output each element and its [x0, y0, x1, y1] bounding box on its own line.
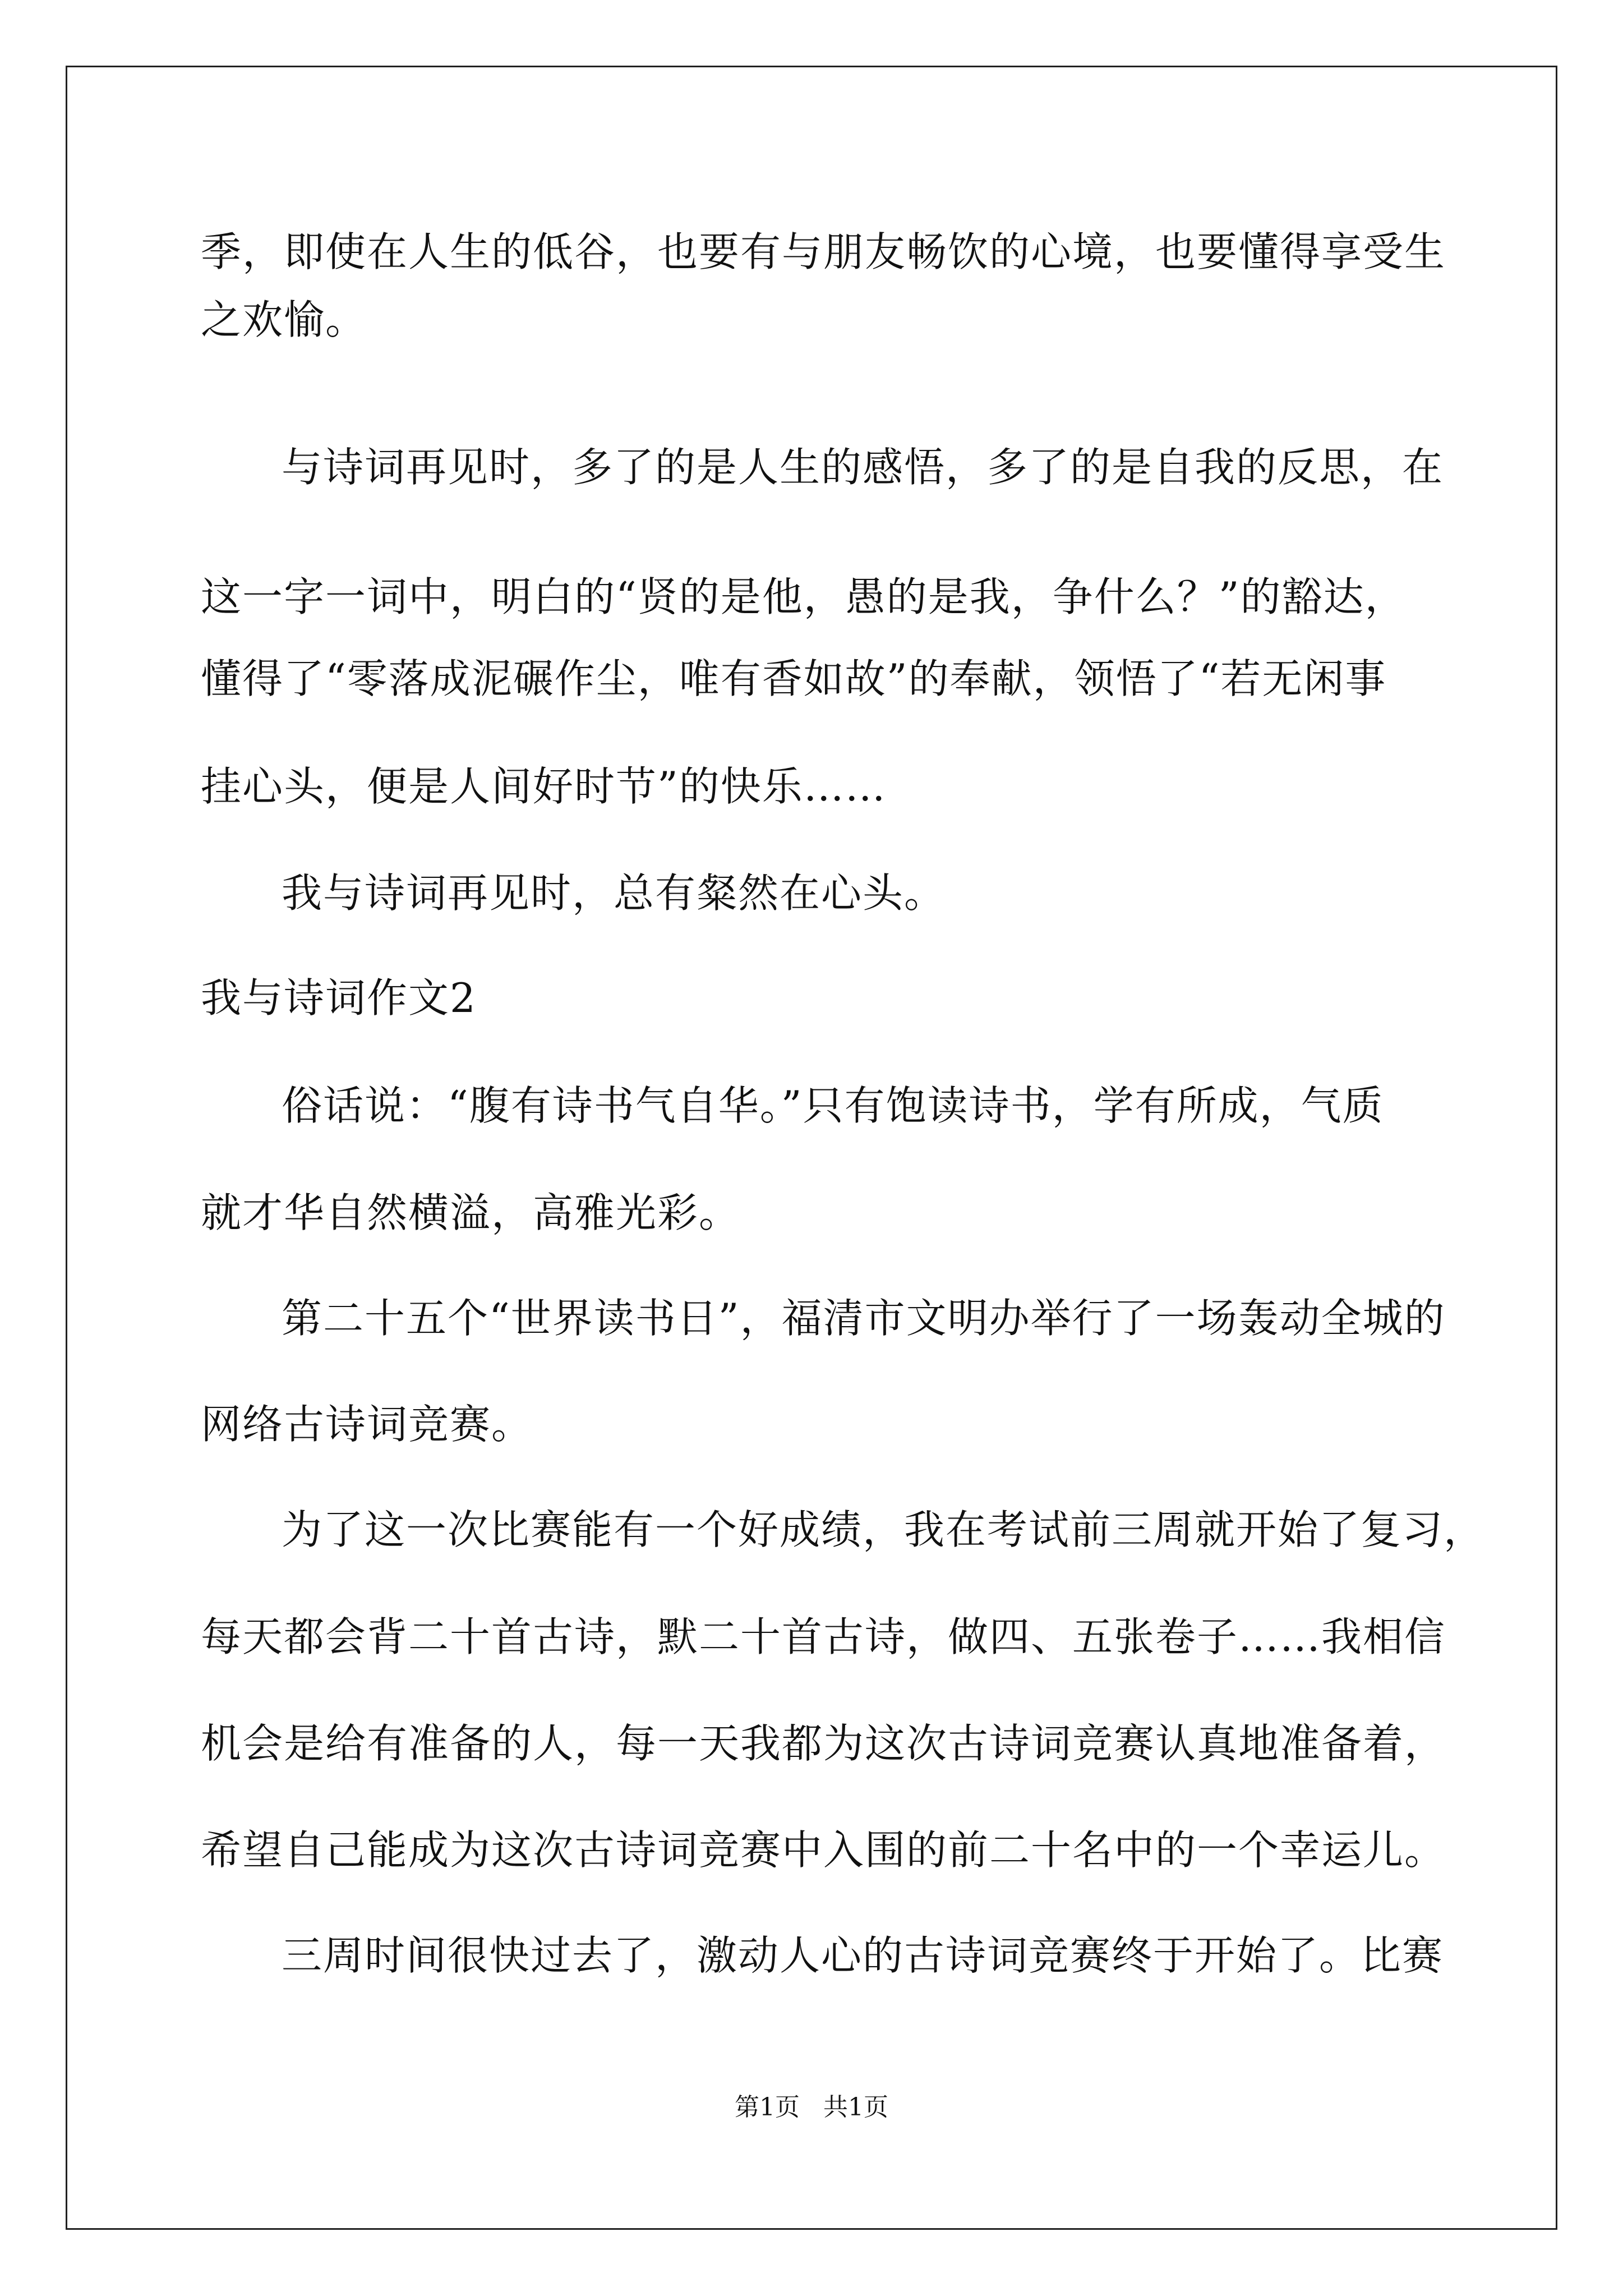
page-footer — [0, 2095, 1623, 2120]
paragraph-first-line: 俗话说：“腹有诗书气自华。”只有饱读诗书，学有所成，气质 — [282, 1082, 1384, 1129]
body-text-line: 挂心头，便是人间好时节”的快乐…… — [201, 763, 887, 810]
body-text-line: 懂得了“零落成泥碾作尘，唯有香如故”的奉献，领悟了“若无闲事 — [201, 655, 1387, 702]
body-text-line: 网络古诗词竞赛。 — [201, 1401, 533, 1448]
total-pages: 共1页 — [823, 2093, 888, 2122]
body-text-line: 之欢愉。 — [201, 296, 367, 343]
body-text-line: 这一字一词中，明白的“贤的是他，愚的是我，争什么？”的豁达， — [201, 573, 1407, 620]
body-text-line: 就才华自然横溢，高雅光彩。 — [201, 1189, 741, 1236]
paragraph-first-line: 我与诗词再见时，总有粲然在心头。 — [282, 869, 946, 917]
body-text-line: 季，即使在人生的低谷，也要有与朋友畅饮的心境，也要懂得享受生 — [201, 228, 1446, 275]
section-heading: 我与诗词作文2 — [201, 974, 477, 1022]
paragraph-first-line: 三周时间很快过去了，激动人心的古诗词竞赛终于开始了。比赛 — [282, 1932, 1444, 1979]
body-text-line: 希望自己能成为这次古诗词竞赛中入围的前二十名中的一个幸运儿。 — [201, 1826, 1446, 1874]
paragraph-first-line: 为了这一次比赛能有一个好成绩，我在考试前三周就开始了复习， — [282, 1506, 1486, 1553]
body-text-line: 每天都会背二十首古诗，默二十首古诗，做四、五张卷子……我相信 — [201, 1613, 1446, 1660]
paragraph-first-line: 与诗词再见时，多了的是人生的感悟，多了的是自我的反思，在 — [282, 444, 1444, 491]
page-number: 第1页 — [735, 2093, 800, 2122]
page-border — [66, 66, 1557, 2230]
body-text-line: 机会是给有准备的人，每一天我都为这次古诗词竞赛认真地准备着， — [201, 1720, 1446, 1767]
paragraph-first-line: 第二十五个“世界读书日”，福清市文明办举行了一场轰动全城的 — [282, 1295, 1446, 1342]
